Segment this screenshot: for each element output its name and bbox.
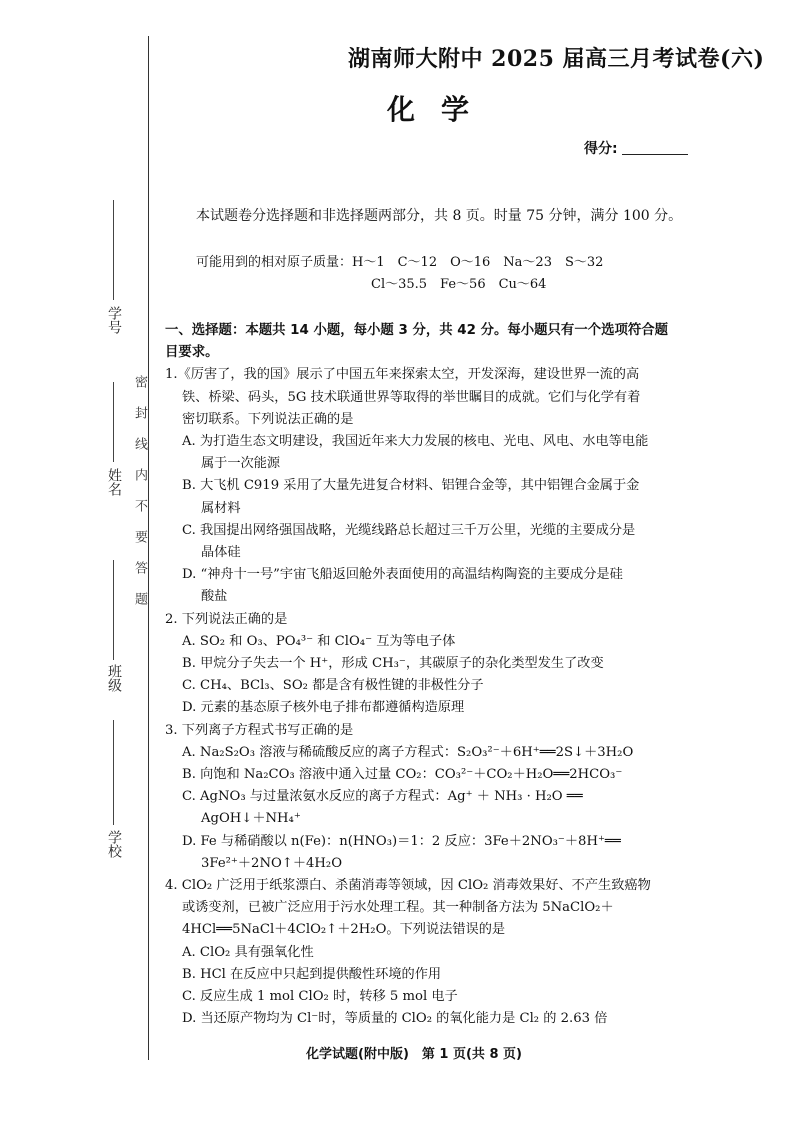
question-2-stem: 2. 下列说法正确的是 [165, 611, 288, 627]
question-4 [165, 875, 705, 1030]
question-3-option-b: B. 向饱和 Na₂CO₃ 溶液中通入过量 CO₂：CO₃²⁻＋CO₂＋H₂O══2HCO₃⁻ [182, 767, 623, 783]
question-1-stem-line2: 铁、桥梁、码头，5G 技术联通世界等取得的举世瞩目的成就。它们与化学有着 [182, 389, 641, 405]
banji-label: 班级 [106, 664, 122, 692]
question-4-option-b: B. HCl 在反应中只起到提供酸性环境的作用 [182, 966, 442, 982]
subject-title: 化学 [387, 93, 496, 126]
question-1-option-c: C. 我国提出网络强国战略，光缆线路总长超过三千万公里，光缆的主要成分是 [182, 522, 636, 538]
question-2-option-c: C. CH₄、BCl₃、SO₂ 都是含有极性键的非极性分子 [182, 678, 484, 694]
page-footer: 化学试题(附中版) 第 1 页(共 8 页) [306, 1047, 522, 1062]
question-3-option-d-cont: 3Fe²⁺＋2NO↑＋4H₂O [201, 855, 343, 871]
question-3-option-c: C. AgNO₃ 与过量浓氨水反应的离子方程式：Ag⁺ ＋ NH₃ · H₂O ══ [182, 789, 583, 805]
question-1-stem-line3: 密切联系。下列说法正确的是 [182, 411, 354, 427]
question-2-option-b: B. 甲烷分子失去一个 H⁺，形成 CH₃⁻，其碳原子的杂化类型发生了改变 [182, 656, 604, 672]
score-label: 得分: [584, 141, 618, 157]
xuehao-fill-line [113, 200, 114, 300]
exam-title: 湖南师大附中 2025 届高三月考试卷(六) [348, 46, 765, 72]
question-4-option-d: D. 当还原产物均为 Cl⁻时，等质量的 ClO₂ 的氧化能力是 Cl₂ 的 2.63 倍 [182, 1011, 608, 1027]
banji-fill-line [113, 560, 114, 660]
section-heading-line1: 一、选择题：本题共 14 小题，每小题 3 分，共 42 分。每小题只有一个选项符合题 [165, 323, 669, 338]
question-2-option-d: D. 元素的基态原子核外电子排布都遵循构造原理 [182, 700, 465, 716]
atomic-masses-line1: 可能用到的相对原子质量：H～1 C～12 O～16 Na～23 S～32 [196, 255, 604, 270]
questions-content [165, 320, 705, 1031]
question-1-option-a-cont: 属于一次能源 [201, 456, 281, 472]
xuexiao-fill-line [113, 720, 114, 825]
section-heading-line2: 目要求。 [165, 345, 219, 361]
question-1-option-b: B. 大飞机 C919 采用了大量先进复合材料、铝锂合金等，其中铝锂合金属于金 [182, 478, 640, 494]
question-1-option-c-cont: 晶体硅 [201, 545, 241, 561]
exam-intro: 本试题卷分选择题和非选择题两部分，共 8 页。时量 75 分钟，满分 100 分。 [196, 208, 683, 224]
question-1-option-d: D. “神舟十一号”宇宙飞船返回舱外表面使用的高温结构陶瓷的主要成分是硅 [182, 567, 623, 583]
xingming-fill-line [113, 382, 114, 462]
question-4-stem-line3: 4HCl══5NaCl＋4ClO₂↑＋2H₂O。下列说法错误的是 [182, 922, 506, 938]
question-2 [165, 609, 705, 720]
question-1-option-a: A. 为打造生态文明建设，我国近年来大力发展的核电、光电、风电、水电等电能 [182, 434, 649, 450]
xuexiao-label: 学校 [106, 830, 122, 858]
question-3-option-d: D. Fe 与稀硝酸以 n(Fe)：n(HNO₃)＝1：2 反应：3Fe＋2NO₃⁻＋8H⁺══ [182, 833, 621, 849]
question-1-option-d-cont: 酸盐 [201, 589, 228, 605]
seal-warning: 密封线内不要答题 [132, 375, 147, 623]
question-4-option-a: A. ClO₂ 具有强氧化性 [182, 944, 314, 960]
score-fill-line [622, 154, 688, 155]
question-3-option-a: A. Na₂S₂O₃ 溶液与稀硫酸反应的离子方程式：S₂O₃²⁻＋6H⁺══2S↓＋3H₂O [182, 744, 634, 760]
question-3-option-c-cont: AgOH↓＋NH₄⁺ [201, 811, 301, 827]
xuehao-label: 学号 [106, 306, 122, 334]
question-4-stem-line2: 或诱变剂，已被广泛应用于污水处理工程。其一种制备方法为 5NaClO₂＋ [182, 900, 614, 916]
question-4-stem-line1: 4. ClO₂ 广泛用于纸浆漂白、杀菌消毒等领域，因 ClO₂ 消毒效果好、不产生致癌物 [165, 878, 651, 894]
question-3-stem: 3. 下列离子方程式书写正确的是 [165, 722, 354, 738]
question-4-option-c: C. 反应生成 1 mol ClO₂ 时，转移 5 mol 电子 [182, 989, 458, 1005]
question-3 [165, 720, 705, 875]
question-1-stem-line1: 1.《厉害了，我的国》展示了中国五年来探索太空，开发深海，建设世界一流的高 [165, 367, 640, 383]
question-2-option-a: A. SO₂ 和 O₃、PO₄³⁻ 和 ClO₄⁻ 互为等电子体 [182, 633, 456, 649]
xingming-label: 姓名 [106, 468, 122, 496]
question-1-option-b-cont: 属材料 [201, 500, 241, 516]
question-1 [165, 364, 705, 608]
atomic-masses-line2: Cl～35.5 Fe～56 Cu～64 [371, 277, 547, 292]
